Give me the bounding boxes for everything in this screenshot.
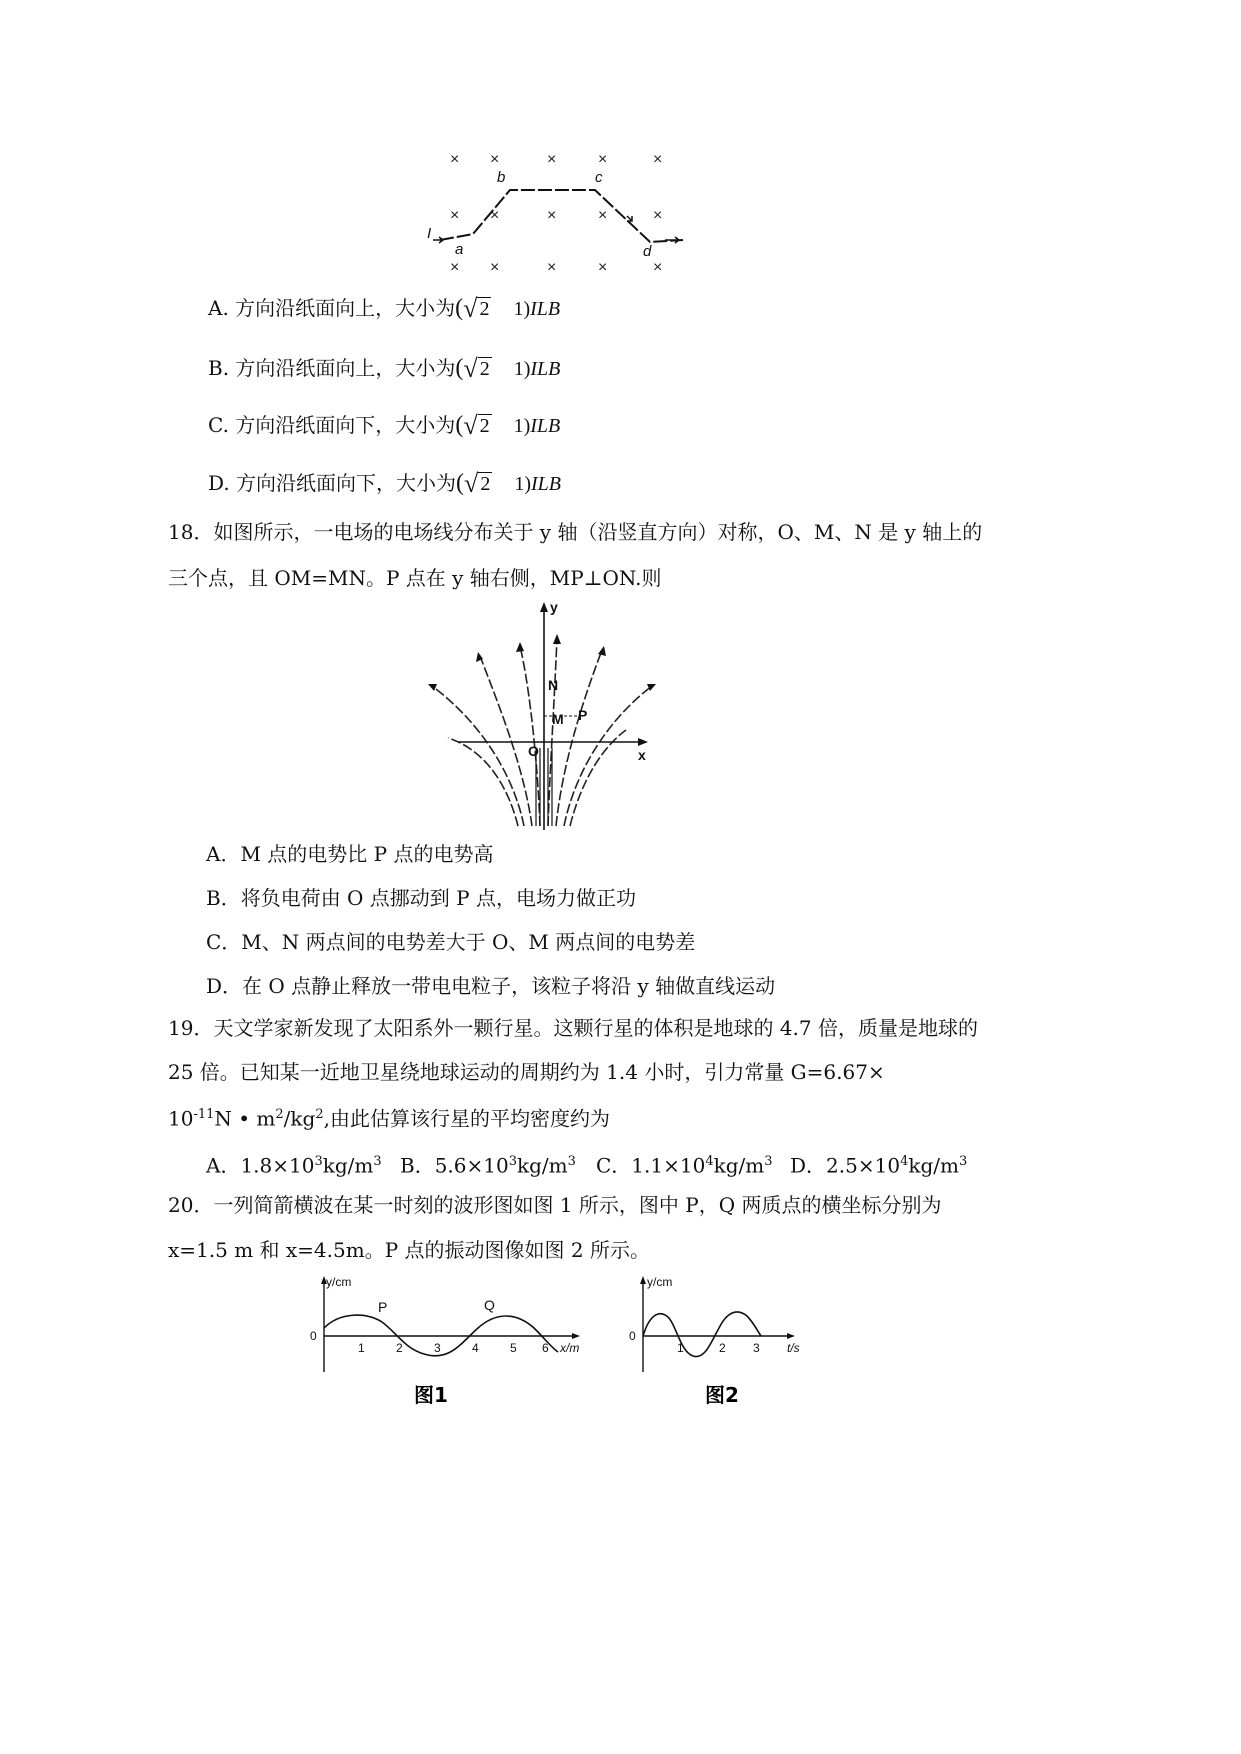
fig2-tick-1: 1 [677,1341,684,1355]
field-cross: × [450,151,460,168]
current-arrow-cd [627,216,632,221]
q20-stem-line1: 20．一列简箭横波在某一时刻的波形图如图 1 所示，图中 P，Q 两质点的横坐标分别为 [168,1193,942,1217]
label-x: x [638,747,646,763]
q20-fig1-waveform [300,1272,600,1412]
q18-stem-line1: 18．如图所示，一电场的电场线分布关于 y 轴（沿竖直方向）对称，O、M、N 是 y 轴上的 [168,520,983,544]
fig1-y-label: y/cm [326,1275,352,1289]
field-cross: × [598,259,608,276]
label-b: b [497,169,506,186]
q17-option-c[interactable]: C. 方向沿纸面向下，大小为(√ 2 1)ILB [208,411,561,440]
q17-wire-field-figure [427,150,755,310]
q20-stem-line2: x=1.5 m 和 x=4.5m。P 点的振动图像如图 2 所示。 [168,1238,650,1262]
q19-option-b[interactable]: B．$5.6\times 10^3kg/m^3$ [400,1153,576,1178]
fig2-vibration-curve [643,1312,761,1357]
fig1-origin: 0 [310,1329,317,1343]
q18-option-c[interactable]: C．M、N 两点间的电势差大于 O、M 两点间的电势差 [206,930,696,954]
field-cross: × [653,259,663,276]
field-arrowheads [428,634,656,691]
fig1-tick-2: 2 [396,1341,403,1355]
label-O: O [528,743,539,759]
magnitude-expression: (√ 2 1)ILB [455,354,561,383]
fig1-label-Q: Q [484,1297,495,1313]
q19-option-a[interactable]: A．$1.8\times 10^3kg/m^3$ [206,1153,382,1178]
fig1-tick-1: 1 [358,1341,365,1355]
q17-option-a[interactable]: A. 方向沿纸面向上，大小为(√ 2 1)ILB [208,294,561,323]
label-P: P [578,707,588,723]
fig1-tick-4: 4 [472,1341,479,1355]
q17-option-d[interactable]: D. 方向沿纸面向下，大小为(√ 2 1)ILB [208,469,561,498]
magnitude-expression: (√ 2 1)ILB [456,469,561,498]
fig2-x-label: t/s [787,1341,800,1355]
field-cross: × [490,207,500,224]
q19-option-d[interactable]: D．$2.5\times 10^4kg/m^3$ [790,1153,968,1178]
field-lines [432,638,652,826]
fig2-tick-2: 2 [719,1341,726,1355]
label-M: M [552,711,564,727]
magnitude-expression: (√ 2 1)ILB [455,411,561,440]
field-cross: × [450,259,460,276]
field-cross: × [598,207,608,224]
label-a: a [455,241,464,258]
current-arrow-out [665,237,679,243]
q19-stem-line2: 25 倍。已知某一近地卫星绕地球运动的周期约为 1.4 小时，引力常量 G=6.67× [168,1060,885,1084]
fig2-caption: 图2 [705,1383,739,1407]
label-d: d [643,243,652,260]
label-c: c [595,169,603,186]
field-cross: × [547,207,557,224]
q18-field-lines-figure [420,598,690,838]
fig2-tick-3: 3 [753,1341,760,1355]
field-cross: × [490,151,500,168]
field-cross: × [653,151,663,168]
field-cross: × [547,151,557,168]
field-cross: × [547,259,557,276]
magnitude-expression: (√ 2 1)ILB [455,294,561,323]
q18-option-b[interactable]: B．将负电荷由 O 点挪动到 P 点，电场力做正功 [206,886,636,910]
field-cross: × [653,207,663,224]
q19-stem-line1: 19．天文学家新发现了太阳系外一颗行星。这颗行星的体积是地球的 4.7 倍，质量是地球的 [168,1016,978,1040]
fig1-tick-5: 5 [510,1341,517,1355]
q18-option-d[interactable]: D．在 O 点静止释放一带电电粒子，该粒子将沿 y 轴做直线运动 [206,974,776,998]
field-cross: × [450,207,460,224]
fig1-tick-3: 3 [434,1341,441,1355]
label-I: I [427,225,432,242]
q18-stem-line2: 三个点，且 OM=MN。P 点在 y 轴右侧，MP⊥ON.则 [168,566,662,590]
fig1-caption: 图1 [414,1383,448,1407]
magnetic-field-crosses [450,151,662,276]
wire-abcd [440,190,683,242]
q18-option-a[interactable]: A．M 点的电势比 P 点的电势高 [206,842,494,866]
q17-option-b[interactable]: B. 方向沿纸面向上，大小为(√ 2 1)ILB [208,354,561,383]
label-N: N [548,677,559,693]
fig1-x-label: x/m [560,1341,580,1355]
q19-stem-line3: $10^{-11}N$ • $m^2/kg^2$,由此估算该行星的平均密度约为 [168,1106,610,1131]
field-cross: × [598,151,608,168]
fig2-y-label: y/cm [647,1275,673,1289]
fig2-origin: 0 [629,1329,636,1343]
fig1-tick-6: 6 [542,1341,549,1355]
current-arrow-in [433,237,443,243]
q20-fig2-vibration [625,1272,815,1412]
label-y: y [550,599,558,615]
fig1-label-P: P [378,1299,388,1315]
q19-option-c[interactable]: C．$1.1\times 10^4kg/m^3$ [596,1153,773,1178]
field-cross: × [490,259,500,276]
